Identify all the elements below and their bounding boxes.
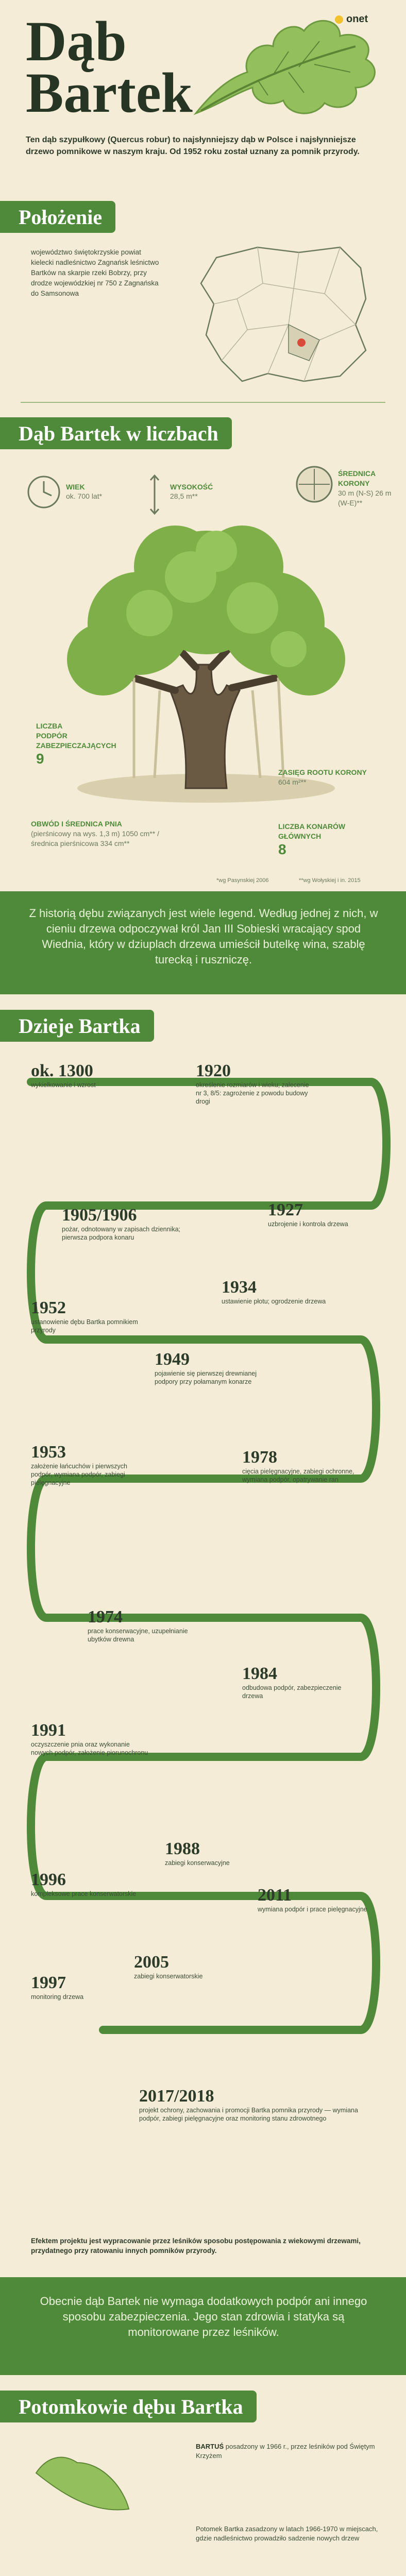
timeline-text: kompleksowe prace konserwatorskie (31, 1890, 137, 1897)
stat-wiek (26, 474, 108, 513)
timeline-year: 1934 (222, 1278, 257, 1297)
timeline-text: założenie łańcuchów i pierwszych podpór, wymiana podpór, zabiegi pielęgnacyjne (31, 1463, 127, 1486)
descendant-text: Potomek Bartka zasadzony w latach 1966-1970 w miejscach, gdzie nadleśnictwo prowadziło sadzenie nowych drzew (196, 2525, 378, 2542)
timeline-event (155, 1350, 273, 1386)
stat-srednica-value: 30 m (N-S) 26 m (W-E)** (338, 489, 392, 507)
timeline-text: odbudowa podpór, zabezpieczenie drzewa (242, 1684, 342, 1700)
stat-wiek-label: WIEK (66, 483, 85, 491)
timeline-event (31, 1721, 149, 1757)
stat-srednica-label: ŚREDNICA KORONY (338, 469, 376, 487)
timeline-event (268, 1200, 386, 1228)
timeline-event (222, 1278, 340, 1306)
timeline-year: 2017/2018 (139, 2087, 214, 2106)
timeline-event (62, 1206, 180, 1242)
timeline-text: ustanowienie dębu Bartka pomnikiem przyrody (31, 1318, 138, 1334)
timeline-event (31, 1870, 149, 1898)
descendant-item (196, 2442, 386, 2461)
descendant-name: BARTUŚ (196, 2443, 226, 2450)
numbers-heading: Dąb Bartek w liczbach (19, 421, 218, 445)
header (0, 0, 406, 191)
timeline-year: 1949 (155, 1350, 190, 1369)
stat-zasieg-value: 604 m²** (278, 778, 307, 786)
stat-obwod-label: OBWÓD I ŚREDNICA PNIA (31, 820, 122, 828)
timeline-year: 2011 (258, 1886, 292, 1905)
timeline-event (196, 1061, 314, 1106)
oak-leaf-icon (185, 10, 392, 129)
timeline-text: zabiegi konserwatorskie (134, 1973, 203, 1980)
stat-podpory-value: 9 (36, 751, 44, 767)
stat-zasieg-label: ZASIĘG ROOTU KORONY (278, 768, 367, 776)
timeline-year: 1953 (31, 1443, 66, 1462)
legend-text: Z historią dębu związanych jest wiele legend. Według jednej z nich, w cieniu drzewa odpoczywał król Jan III Sobieski wracający spod Wiednia, który w dziuplach drzewa umieścił butelkę wina, szablę turecką i ruszniczę. (29, 907, 378, 966)
location-header (0, 201, 115, 233)
footnote-1: *wg Pasynskiej 2006 (216, 877, 269, 884)
stat-konary (278, 822, 381, 858)
timeline-event (134, 1953, 252, 1980)
timeline-event (242, 1448, 361, 1484)
timeline-year: 1997 (31, 1973, 66, 1992)
timeline-text: zabiegi konserwacyjne (165, 1859, 230, 1867)
timeline-year: 1991 (31, 1721, 66, 1740)
history-header (0, 1010, 154, 1042)
timeline-year: 1978 (242, 1448, 277, 1467)
timeline-year: 1905/1906 (62, 1206, 137, 1225)
timeline-event (31, 1061, 149, 1089)
timeline-event (165, 1839, 283, 1867)
numbers-header (0, 417, 232, 449)
acorn-illustration (15, 2442, 185, 2576)
location-marker-icon (297, 338, 306, 347)
divider (21, 402, 385, 403)
page-title-line2: Bartek (26, 61, 193, 124)
history-summary: Efektem projektu jest wypracowanie przez leśników sposobu postępowania z wiekowymi drzewami, przydatnego przy ratowaniu innych pomników przyrody. (31, 2237, 361, 2255)
timeline-event (31, 1443, 149, 1487)
descendant-item (196, 2524, 386, 2543)
timeline-event (258, 1886, 376, 1913)
stat-obwod (31, 819, 175, 849)
timeline-year: 1974 (88, 1607, 123, 1626)
brand-dot-icon (335, 15, 343, 24)
timeline-text: cięcia pielęgnacyjne, zabiegi ochronne, wymiana podpór, opatrywanie ran (242, 1468, 354, 1483)
stat-podpory-label: LICZBA PODPÓR ZABEZPIECZAJĄCYCH (36, 722, 116, 750)
timeline-year: 1927 (268, 1200, 303, 1219)
poland-map (185, 237, 381, 392)
stat-konary-value: 8 (278, 841, 286, 857)
stat-obwod-value: (pierśnicowy na wys. 1,3 m) 1050 cm** / średnica pierśnicowa 334 cm** (31, 829, 159, 848)
timeline-text: uzbrojenie i kontrola drzewa (268, 1221, 348, 1228)
history-heading: Dzieje Bartka (19, 1014, 141, 1038)
intro-text: Ten dąb szypułkowy (Quercus robur) to najsłynniejszy dąb w Polsce i najsłynniejsze drzewo pomnikowe w naszym kraju. Od 1952 roku został uznany za pomnik przyrody. (26, 135, 360, 156)
status-box (0, 2277, 406, 2375)
stat-wysokosc-value: 28,5 m** (170, 492, 198, 500)
stat-wysokosc (149, 474, 237, 518)
timeline-event (242, 1664, 361, 1700)
descendants-heading: Potomkowie dębu Bartka (19, 2395, 243, 2418)
timeline-year: 1920 (196, 1061, 231, 1080)
stat-podpory (36, 721, 116, 767)
timeline-year: 2005 (134, 1953, 169, 1972)
timeline-text: pojawienie się pierwszej drewnianej podpory przy połamanym konarze (155, 1370, 257, 1385)
stat-zasieg (278, 768, 381, 787)
timeline-event (31, 1298, 149, 1334)
timeline-text: pożar, odnotowany w zapisach dziennika; pierwsza podpora konaru (62, 1226, 181, 1241)
timeline-event (88, 1607, 206, 1643)
location-heading: Położenie (19, 205, 103, 229)
location-text: województwo świętokrzyskie powiat kielecki nadleśnictwo Zagnańsk leśnictwo Bartków na skarpie rzeki Bobrzy, przy drodze wojewódzkiej nr 750 z Zagnańska do Samsonowa (31, 248, 159, 297)
timeline-year: 1988 (165, 1839, 200, 1858)
timeline-year: 1952 (31, 1298, 66, 1317)
timeline-text: wymiana podpór i prace pielęgnacyjne (258, 1906, 367, 1913)
descendant-text: posadzony w 1966 r., przez leśników pod Świętym Krzyżem (196, 2443, 375, 2460)
timeline-text: prace konserwacyjne, uzupełnianie ubytków drewna (88, 1628, 188, 1643)
footnote-2: **wg Wołyskiej i in. 2015 (299, 877, 361, 884)
timeline-year: 1996 (31, 1870, 66, 1889)
stat-srednica (294, 464, 392, 507)
crown-diameter-icon (294, 464, 335, 505)
timeline-year: 1984 (242, 1664, 277, 1683)
stat-konary-label: LICZBA KONARÓW GŁÓWNYCH (278, 822, 346, 840)
page-title-line1: Dąb (26, 10, 127, 73)
timeline-text: monitoring drzewa (31, 1993, 84, 2001)
timeline-year: ok. 1300 (31, 1061, 93, 1080)
descendants-header (0, 2391, 257, 2422)
status-text: Obecnie dąb Bartek nie wymaga dodatkowych podpór ani innego sposobu zabezpieczenia. Jego stan zdrowia i statyka są monitorowane przez leśników. (40, 2295, 367, 2338)
legend-box (0, 891, 406, 994)
timeline-text: wykiełkowanie i wzrost (31, 1081, 96, 1089)
stat-wiek-value: ok. 700 lat* (66, 492, 103, 500)
timeline-text: projekt ochrony, zachowania i promocji Bartka pomnika przyrody — wymiana podpór, zabiegi pielęgnacyjne oraz monitoring stanu zdrowotnego (139, 2107, 358, 2122)
brand-badge[interactable] (335, 13, 368, 25)
timeline-event (31, 1973, 149, 2001)
timeline-event (139, 2087, 376, 2123)
timeline-text: określenie rozmiarów i wieku; zalecenie nr 3, 8/5: zagrożenie z powodu budowy drogi (196, 1081, 309, 1105)
clock-icon (26, 474, 62, 510)
stat-wysokosc-label: WYSOKOŚĆ (170, 483, 213, 491)
brand-label: onet (346, 13, 368, 25)
timeline-text: oczyszczenie pnia oraz wykonanie nowych podpór, założenie piorunochronu (31, 1741, 148, 1756)
timeline-text: ustawienie płotu; ogrodzenie drzewa (222, 1298, 326, 1305)
